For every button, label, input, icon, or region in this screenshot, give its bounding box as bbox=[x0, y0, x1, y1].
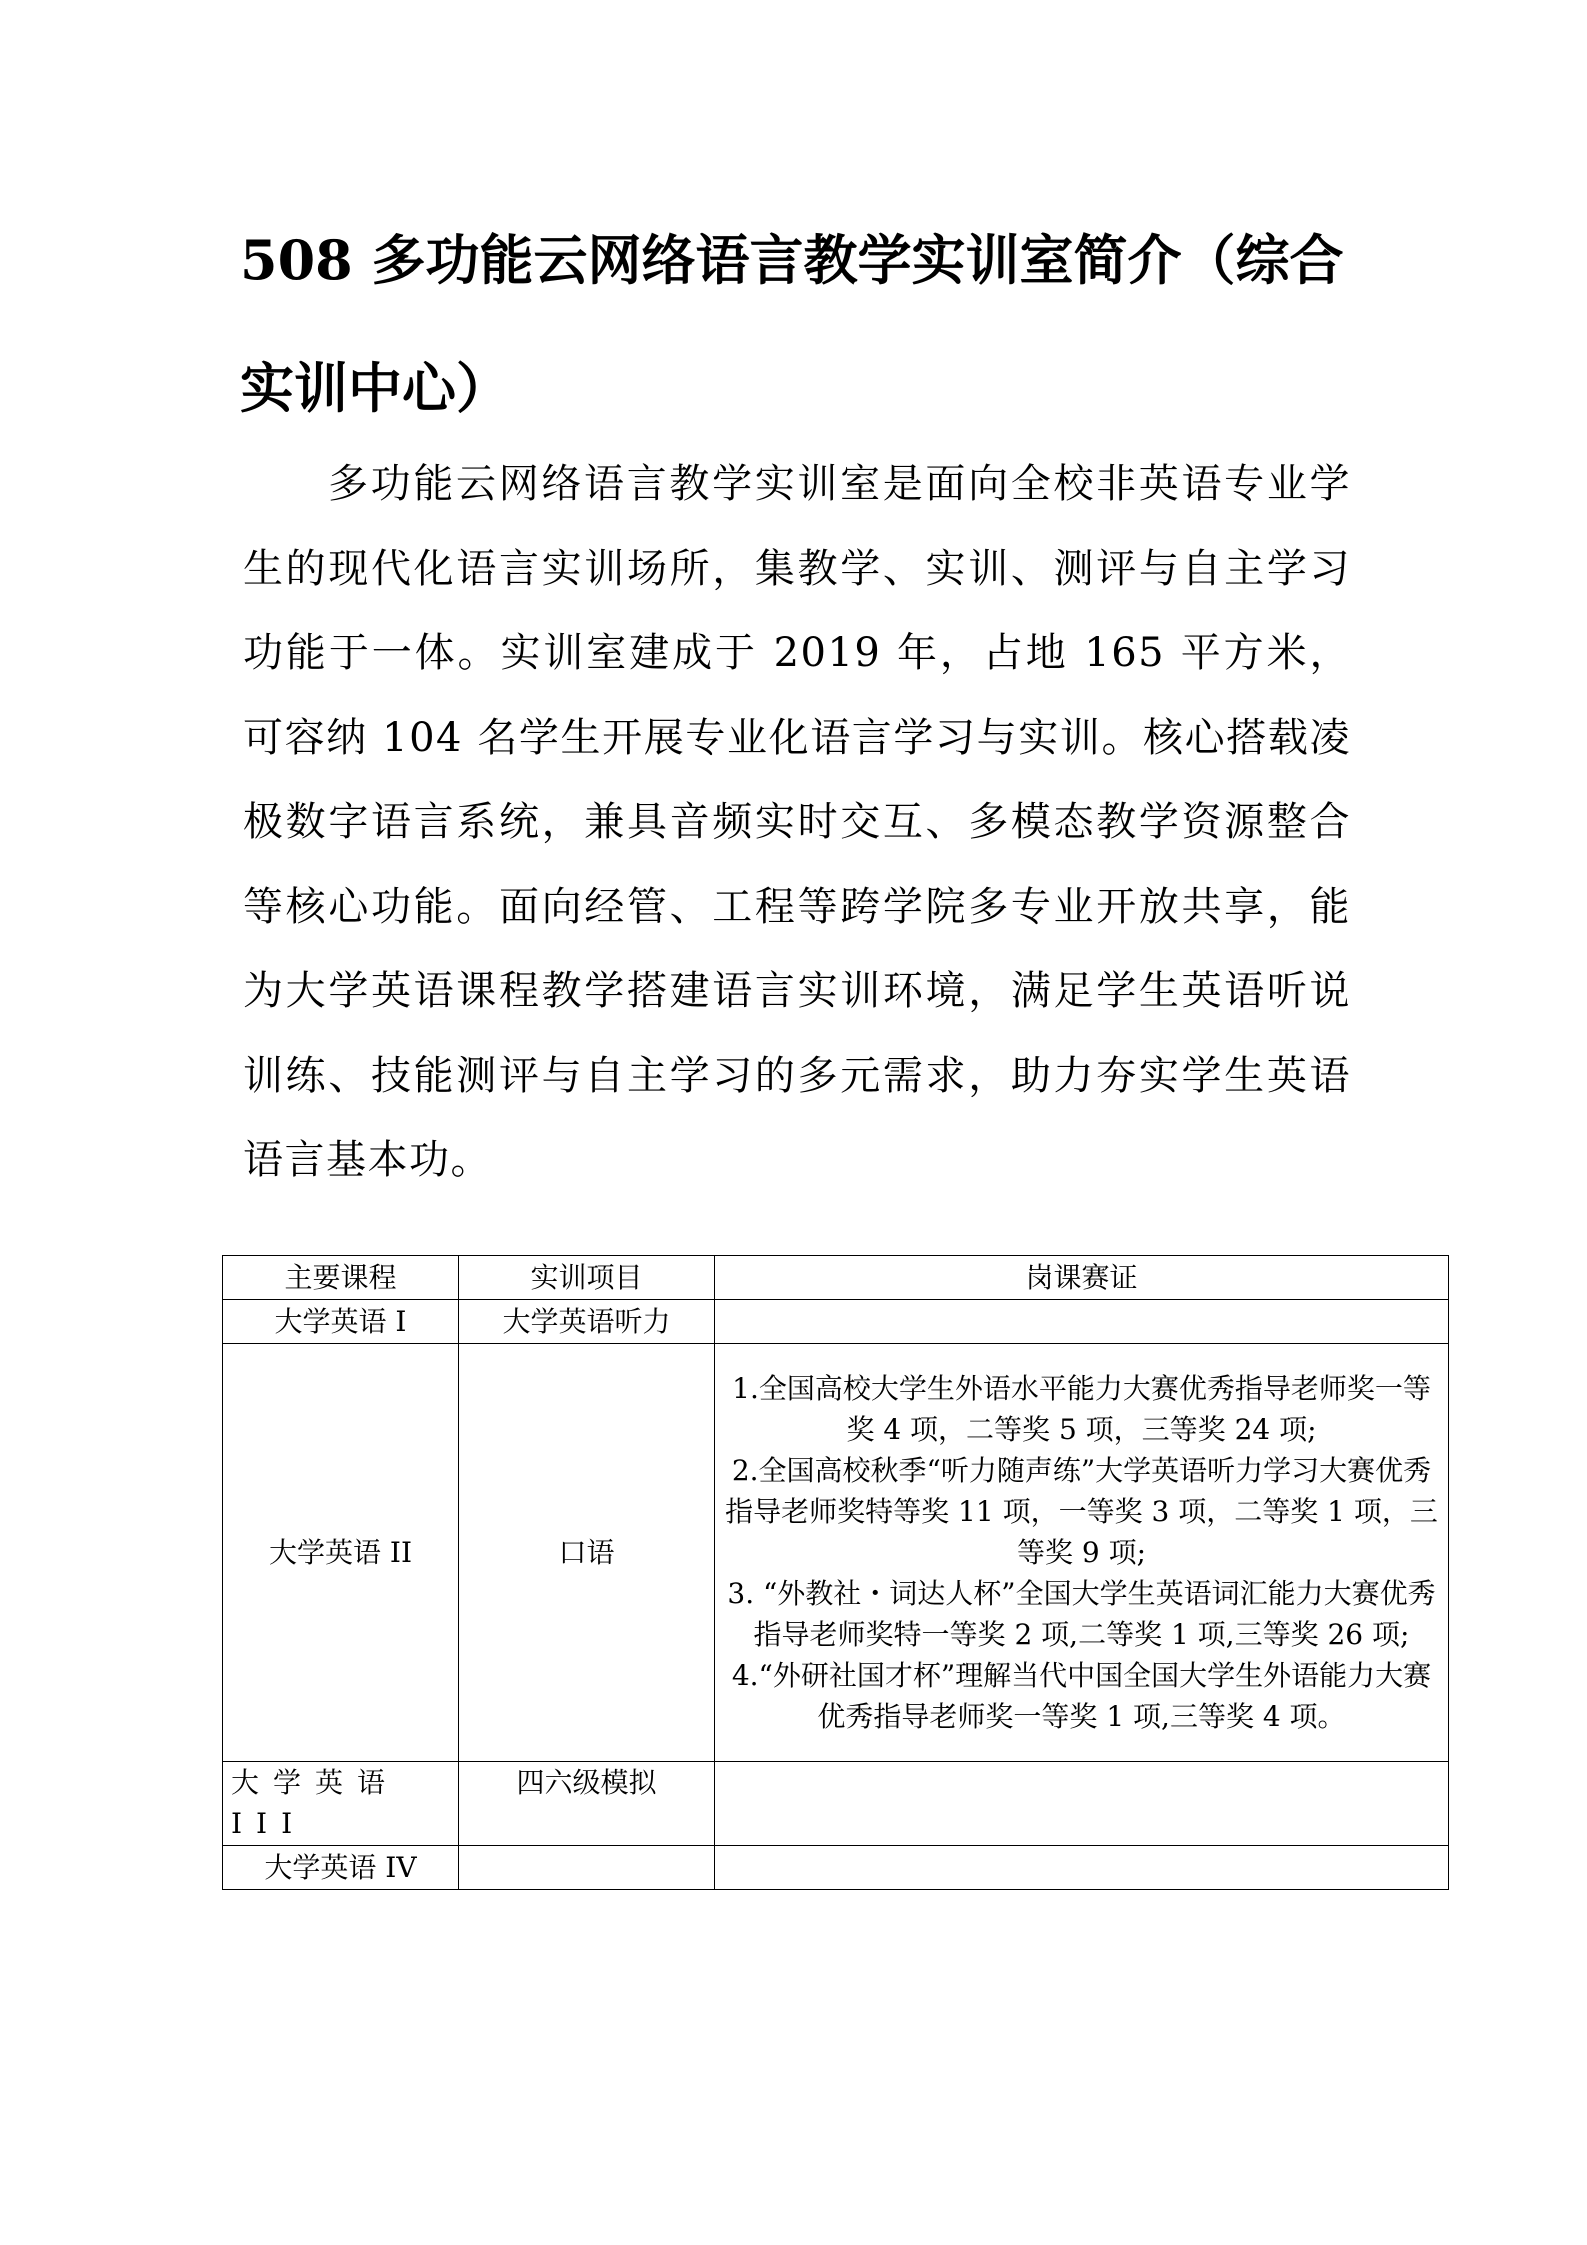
award-item: 1.全国高校大学生外语水平能力大赛优秀指导老师奖一等奖 4 项，二等奖 5 项，三等奖 24 项; bbox=[732, 1372, 1431, 1446]
award-item: 2.全国高校秋季“听力随声练”大学英语听力学习大赛优秀指导老师奖特等奖 11 项，一等奖 3 项，二等奖 1 项，三等奖 9 项; bbox=[725, 1454, 1438, 1569]
awards-cell bbox=[715, 1762, 1449, 1846]
table-row bbox=[223, 1846, 1449, 1890]
project-cell: 口语 bbox=[459, 1344, 715, 1762]
project-cell bbox=[459, 1846, 715, 1890]
table-row bbox=[223, 1762, 1449, 1846]
course-cell: 大学英语 IV bbox=[223, 1846, 459, 1890]
table-header-row bbox=[223, 1256, 1449, 1300]
awards-cell bbox=[715, 1846, 1449, 1890]
course-cell: 大学英语 I bbox=[223, 1300, 459, 1344]
course-table bbox=[222, 1255, 1449, 1890]
page-title: 508 多功能云网络语言教学实训室简介（综合实训中心） bbox=[240, 228, 1344, 420]
course-cell: 大学英语 II bbox=[223, 1344, 459, 1762]
course-cell: 大学英语 III bbox=[223, 1762, 459, 1846]
table-row bbox=[223, 1344, 1449, 1762]
table-row bbox=[223, 1300, 1449, 1344]
project-cell: 四六级模拟 bbox=[459, 1762, 715, 1846]
intro-paragraph: 多功能云网络语言教学实训室是面向全校非英语专业学生的现代化语言实训场所，集教学、实训、测评与自主学习功能于一体。实训室建成于 2019 年，占地 165 平方米，可容纳 104 名学生开展专业化语言学习与实训。核心搭载凌极数字语言系统，兼具音频实时交互、多模态教学资源整合等核心功能。面向经管、工程等跨学院多专业开放共享，能为大学英语课程教学搭建语言实训环境，满足学生英语听说训练、技能测评与自主学习的多元需求，助力夯实学生英语语言基本功。 bbox=[243, 461, 1351, 1183]
awards-cell bbox=[715, 1344, 1449, 1762]
project-cell: 大学英语听力 bbox=[459, 1300, 715, 1344]
awards-cell bbox=[715, 1300, 1449, 1344]
header-cell-project: 实训项目 bbox=[459, 1256, 715, 1300]
header-cell-awards: 岗课赛证 bbox=[715, 1256, 1449, 1300]
award-item: 4.“外研社国才杯”理解当代中国全国大学生外语能力大赛优秀指导老师奖一等奖 1 项,三等奖 4 项。 bbox=[731, 1659, 1432, 1733]
header-cell-course: 主要课程 bbox=[223, 1256, 459, 1300]
award-item: 3. “外教社・词达人杯”全国大学生英语词汇能力大赛优秀指导老师奖特一等奖 2 项,二等奖 1 项,三等奖 26 项; bbox=[727, 1577, 1436, 1651]
